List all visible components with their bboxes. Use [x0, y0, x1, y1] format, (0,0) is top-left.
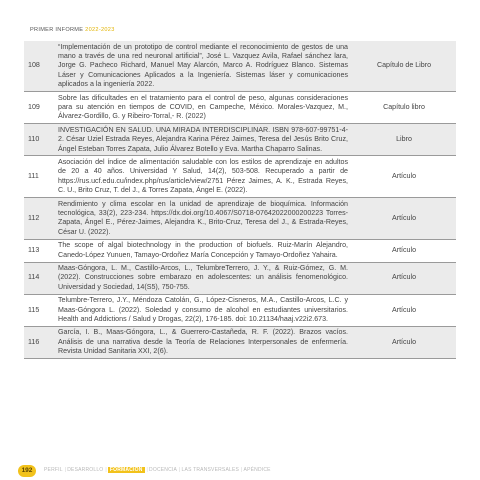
reference-text: Maas-Góngora, L. M., Castillo-Arcos, L., TelumbreTerrero, J. Y., & Ruiz-Gómez, G. M. (2022). Construcciones sobre embarazo en adolescentes: un análisis fenomenológico. Universidad y Sociedad, 14(S5), 750-755. [54, 262, 352, 294]
table-row [24, 239, 456, 262]
row-number: 114 [24, 262, 54, 294]
page-header [30, 27, 115, 33]
row-number: 113 [24, 239, 54, 262]
footer-separator: | [146, 467, 149, 473]
publication-type: Capítulo libro [352, 92, 456, 124]
footer-separator: | [105, 467, 107, 473]
reference-text: INVESTIGACIÓN EN SALUD. UNA MIRADA INTERDISCIPLINAR. ISBN 978-607-99751-4-2. César Uziel Estrada Reyes, Alejandra Karina Pérez Jaimes, Teresa del Jesús Brito Cruz, Ángel Esteban Torres Zapata, Julio Álvarez Botello y Eva. Martha Chaparro Salinas. [54, 124, 352, 156]
table-row [24, 326, 456, 358]
row-number: 116 [24, 326, 54, 358]
row-number: 112 [24, 198, 54, 240]
table-row [24, 41, 456, 92]
reference-text: Asociación del índice de alimentación saludable con los estilos de aprendizaje en adultos de 20 a 40 años. Universidad Y Salud, 14(2), 503-508. Recuperado a partir de https://rus.ucf.edu.cu/index.php/rus/article/view/2751 Pérez Jaimes, A. K., Estrada Reyes, C. U., Brito Cruz, T. del J., & Torres Zapata, Ángel E. (2022). [54, 156, 352, 198]
reference-text: Rendimiento y clima escolar en la unidad de aprendizaje de bioquímica. Información tecnológica, 33(2), 223-234. https://dx.doi.org/10.4067/S0718-07642022000200223 Torres-Zapata, Ángel E., Pérez-Jaimes, Alejandra K., Brito-Cruz, Teresa del J., & Estrada-Reyes, César U. (2022). [54, 198, 352, 240]
header-year: 2022-2023 [85, 27, 115, 33]
row-number: 110 [24, 124, 54, 156]
footer-separator: | [241, 467, 243, 473]
footer-separator: | [64, 467, 67, 473]
publication-type: Artículo [352, 239, 456, 262]
header-title: PRIMER INFORME [30, 27, 84, 33]
footer-section-3: DOCENCIA [149, 467, 178, 473]
row-number: 115 [24, 294, 54, 326]
table-row [24, 262, 456, 294]
footer-section-nav [44, 467, 272, 473]
page-footer [0, 462, 480, 480]
page-number: 192 [18, 465, 36, 477]
table-row [24, 198, 456, 240]
publication-type: Artículo [352, 262, 456, 294]
reference-text: “Implementación de un prototipo de control mediante el reconocimiento de gestos de una mano a través de una red neuronal artificial”, José L. Vazquez Avila, Rafael sánchez lara, Jorge G. Pacheco Richard, Manuel May Alarcón, Marco A. Rodríguez Blanco. Sistemas Láser y Comunicaciones Aplicados a la Ingeniería. Sistemas láser y comunicaciones aplicados a la ingeniería 2022. [54, 41, 352, 92]
publication-type: Artículo [352, 198, 456, 240]
footer-section-2: FORMACIÓN [109, 467, 143, 473]
publication-type: Artículo [352, 156, 456, 198]
publication-type: Libro [352, 124, 456, 156]
footer-separator: | [179, 467, 181, 473]
publication-type: Artículo [352, 326, 456, 358]
footer-section-4: LAS TRANSVERSALES [181, 467, 240, 473]
reference-text: The scope of algal biotechnology in the production of biofuels. Ruiz-Marín Alejandro, Canedo-López Yunuen, Tamayo-Ordoñez María Concepción y Tamayo-Ordoñez Yahaira. [54, 239, 352, 262]
row-number: 109 [24, 92, 54, 124]
table-row [24, 294, 456, 326]
publication-type: Capítulo de Libro [352, 41, 456, 92]
publication-type: Artículo [352, 294, 456, 326]
row-number: 108 [24, 41, 54, 92]
row-number: 111 [24, 156, 54, 198]
table-row [24, 156, 456, 198]
footer-section-0: PERFIL [44, 467, 63, 473]
references-table [24, 41, 456, 359]
reference-text: Sobre las dificultades en el tratamiento para el control de peso, algunas consideraciones para su atención en tiempos de COVID, en Campeche, México. Morales-Vazquez, M., Álvarez-Gordillo, G. y Ribeiro-Torral,- R. (2022) [54, 92, 352, 124]
footer-section-5: APÉNDICE [243, 467, 271, 473]
reference-text: García, I. B., Maas-Góngora, L., & Guerrero-Castañeda, R. F. (2022). Brazos vacíos. Análisis de una narrativa desde la Teoría de Relaciones Interpersonales de enfermería. Revista Unidad Sanitaria XXI, 2(6). [54, 326, 352, 358]
table-row [24, 124, 456, 156]
footer-section-1: DESARROLLO [67, 467, 104, 473]
table-row [24, 92, 456, 124]
reference-text: Telumbre-Terrero, J.Y., Méndoza Catolán, G., López-Cisneros, M.A., Castillo-Arcos, L.C. y Maas-Góngora L. (2022). Soledad y consumo de alcohol en estudiantes universitarios. Health and Addictions / Salud y Drogas, 22(2), 176-185. doi: 10.21134/haaj.v22i2.673. [54, 294, 352, 326]
